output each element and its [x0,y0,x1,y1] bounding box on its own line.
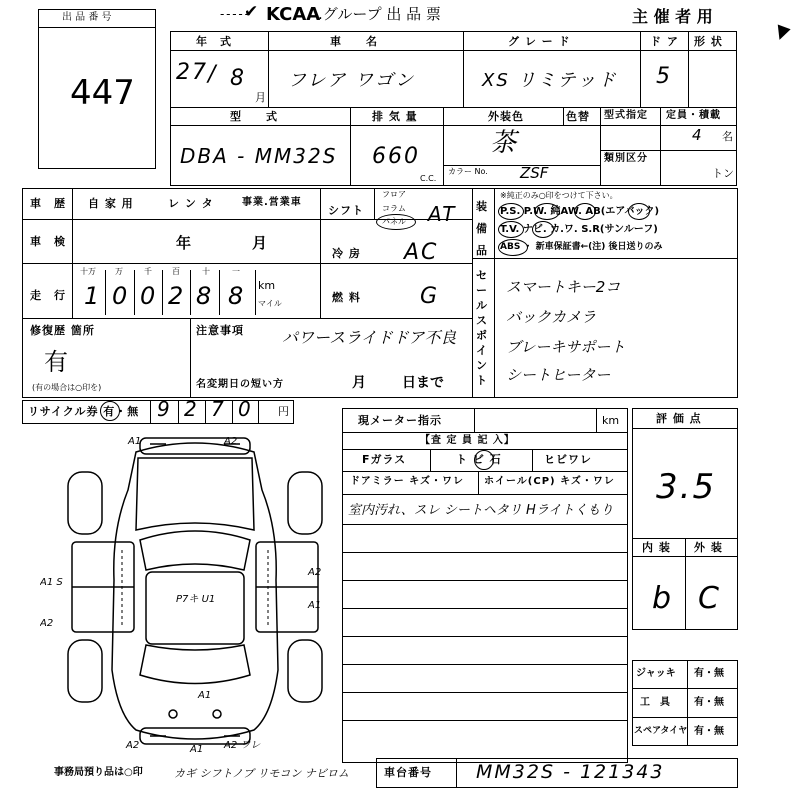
ac-value: AC [404,240,439,265]
month-value: 8 [230,66,246,91]
repair-value: 有 [44,348,68,376]
repair-label: 修復歴 箇所 [30,324,95,337]
year-label: 年 式 [196,35,232,48]
spare-choice: 有・無 [694,726,724,737]
form-title: .グループ 出 品 票 [318,5,441,23]
glass-chip: ト ビ 石 [456,453,502,466]
logo: - - - - - [220,7,248,21]
chassis-value: MM32S - 121343 [476,761,665,783]
color-value: 茶 [490,128,519,158]
digit-label-100k: 十万 [80,267,96,276]
tools-label: 工 具 [640,697,670,708]
inspection-month: 月 [252,234,268,252]
model-value: DBA - MM32S [180,144,338,168]
mileage-digit-5: 8 [196,282,214,310]
month-unit: 月 [255,91,266,104]
shift-panel: パネル [382,217,406,226]
mileage-digit-6: 8 [228,282,246,310]
inspection-year: 年 [176,234,192,252]
sales-point-4: シートヒーター [506,366,611,384]
inspector-comment: 室内汚れ、スレ シートヘタリ Hライトくもり [348,503,614,518]
repair-note: (有の場合は○印を) [32,383,102,392]
glass-crack: ヒビワレ [544,453,592,466]
jack-label: ジャッキ [636,668,676,679]
tv-circle [498,221,524,238]
check-icon: ✔ [244,2,259,22]
expiry-month: 月 [352,375,366,391]
digit-label-1: 一 [232,267,240,276]
digit-label-100: 百 [172,267,180,276]
color-code-value: ZSF [520,164,549,182]
mark-left-rear-door: A2 [40,618,54,629]
history-option-business: 事業.営業車 [242,197,302,208]
shift-label: シフト [328,204,364,217]
digit-label-10: 十 [202,267,210,276]
equip-line-1: P.S. P.W. 純AW. AB(エアバック) [500,206,660,217]
lot-number-label: 出 品 番 号 [62,12,112,23]
front-right-wheel [288,472,322,534]
displacement-label: 排 気 量 [372,110,418,123]
mark-roof-note: P7キ U1 [176,594,216,605]
equip-line-3: ABS ・ 新車保証書←(注) 後日送りのみ [500,242,663,252]
recycle-yes-circle [100,401,120,421]
lot-number: 447 [70,73,135,113]
exterior-value: C [698,581,721,616]
digit-label-10k: 万 [115,267,123,276]
capacity-value: 4 [692,126,702,144]
history-label: 車 歴 [30,197,66,210]
recycle-digit-3: 7 [211,397,226,421]
shift-column: コラム [382,204,406,213]
model-label: 型 式 [230,110,278,123]
windshield-rear [140,645,250,684]
car-diagram [40,430,350,760]
navi-circle [532,221,554,238]
mileage-digit-2: 0 [112,282,130,310]
sales-point-3: ブレーキサポート [506,338,626,356]
mark-right-rear-door: A1 [308,600,322,611]
displacement-unit: C.C. [420,174,437,183]
inspector-title: 【査 定 員 記 入】 [420,435,515,446]
shift-panel-circle [376,214,416,230]
yen-unit: 円 [278,405,289,418]
recycle-digit-2: 2 [184,397,199,421]
glass-label: Fガラス [362,453,407,466]
organizer-label: 主 催 者 用 [632,7,713,26]
sales-point-2: バックカメラ [506,308,597,326]
grade-label: グ レ ー ド [508,35,571,48]
grade-value: XS リミテッド [482,70,618,91]
mark-rear-mid: A1 [190,744,204,755]
notes-value: パワースライドドア不良 [282,328,457,347]
ab-circle [628,203,650,220]
ps-circle [498,203,524,220]
front-left-wheel [68,472,102,534]
shift-floor: フロア [382,190,406,199]
mark-rear-center: A1 [198,690,212,701]
expiry-day: 日まで [402,375,444,391]
inspection-label: 車 検 [30,235,66,248]
fuel-label: 燃 料 [332,291,361,304]
mileage-label: 走 行 [30,289,66,302]
fuel-value: G [420,284,440,309]
jack-choice: 有・無 [694,668,724,679]
tools-choice: 有・無 [694,697,724,708]
windshield-front [140,531,250,570]
rating-label: 評 価 点 [656,412,702,425]
equip-line-2: T.V. ナビ. カ.ワ. S.R(サンルーフ) [500,224,658,235]
capacity-label: 定員・積載 [666,110,721,121]
abs-circle [498,239,528,256]
doors-value: 5 [656,64,672,89]
logo-text: KCAA [266,4,321,25]
wheel-label: ホイール(CP) キズ・ワレ [484,476,615,487]
ton-unit: トン [712,167,734,180]
notes-label: 注意事項 [196,324,244,337]
roof [146,572,244,644]
color-label: 外装色 [488,110,524,123]
digit-label-1k: 千 [144,267,152,276]
sales-label: セールスポイント [476,269,488,387]
rear-right-wheel [288,640,322,702]
mark-front-left: A1 [128,436,142,447]
mileage-digit-3: 0 [140,282,158,310]
shape-label: 形 状 [694,35,723,48]
spare-label: スペアタイヤ [634,726,688,736]
interior-value: b [652,581,674,616]
glass-chip-circle [474,450,494,470]
color-code-label: カラー No. [448,167,488,176]
car-name-value: フレア ワゴン [288,70,416,91]
meter-label: 現メーター指示 [358,414,442,427]
aw-circle [574,203,596,220]
corner-mark-icon: ▼ [771,20,793,45]
type-designation-label: 型式指定 [604,110,648,121]
recycle-digit-1: 9 [157,397,172,421]
meter-km-unit: km [602,414,620,427]
history-option-private: 自 家 用 [88,197,134,210]
rear-left-wheel [68,640,102,702]
color-change-label: 色替 [566,110,590,123]
pw-circle [534,203,560,220]
mark-right-front-door: A2 [308,567,322,578]
ac-label: 冷 房 [332,247,361,260]
year-value: 27 [176,60,208,85]
capacity-unit: 名 [722,130,733,143]
office-items: カギ シフトノブ リモコン ナビロム [174,767,349,780]
mirror-label: ドアミラー キズ・ワレ [350,476,464,487]
mark-left-front-door: A1 S [40,577,63,588]
mark-front-right: A2 [224,436,238,447]
expiry-label: 名変期日の短い方 [196,379,284,390]
history-option-rental: レ ン タ [168,197,214,210]
chassis-label: 車台番号 [384,766,432,779]
exterior-label: 外 装 [694,541,723,554]
mileage-digit-4: 2 [168,282,186,310]
office-note: 事務局預り品は○印 [54,767,143,778]
mark-rear-right: A2 ワレ [224,740,261,751]
equip-label: 装備品 [476,200,488,257]
km-unit: km [258,279,276,292]
displacement-value: 660 [372,144,420,169]
car-name-label: 車 名 [330,35,378,48]
equip-note: ※純正のみ○印をつけて下さい。 [500,191,618,200]
classification-label: 類別区分 [604,153,648,164]
mileage-digit-1: 1 [84,282,102,310]
doors-label: ド ア [650,35,679,48]
rating-score: 3.5 [656,467,717,507]
mile-unit: マイル [258,299,282,308]
hood [136,458,254,530]
recycle-label: リサイクル券 有・無 [28,405,140,418]
auction-sheet: 出 品 番 号 447 - - - - - ✔ KCAA .グループ 出 品 票 主 催 者 用 ▼ 年 式 27 / 8 月 車 名 フレア ワゴン グ レ ー ド XS リミテッド ド ア 5 形 状 型 式 DBA - MM32S 排 気 量 660 C.C. 外装色 色替 茶 カラー No. ZSF 型式指定 定員・積載 4 名 類別区分 トン 車 歴 自 家 用 レ ン タ 事業.営業車 シフト フロア コラム パネル AT 車 検 年 月 冷 房 AC 走 行 十万 万 千 百 十 一 1 0 0 2 8 8 km マイル 燃 料 G 修復歴 箇所 有 (有の場合は○印を) 注意事項 パワースライドドア不良 名変期日の短い方 月 日まで 装備品 ※純正のみ○印をつけて下さい。 P.S. P.W. 純AW. AB(エアバック) T.V. ナビ. カ.ワ. S.R(サンルーフ) ABS ・ 新車保証書←(注) 後日送りのみ セールスポイント スマートキー2コ バックカメラ ブレーキサポート シートヒーター リサイクル券 有・無 9 2 7 0 円 A1 A2 A1 S A2 A2 A1 A1 A2 A1 A2 ワレ P7キ U1 現メーター指示 km 【査 定 員 記 入】 Fガラス ト ビ 石 ヒビワレ ドアミラー キズ・ワレ ホイール(CP) キズ・ワレ 室内汚れ、スレ シートヘタリ Hライトくもり 評 価 点 3.5 内 装 外 装 b C ジャッキ 有・無 工 具 有・無 スペアタイヤ 有・無 事務局預り品は○印 カギ シフトノブ リモコン ナビロム 車台番号 MM32S - 121343 [0,0,800,800]
shift-value: AT [428,202,457,226]
interior-label: 内 装 [642,541,671,554]
sales-point-1: スマートキー2コ [506,278,621,296]
mark-rear-left: A2 [126,740,140,751]
recycle-digit-4: 0 [238,397,253,421]
